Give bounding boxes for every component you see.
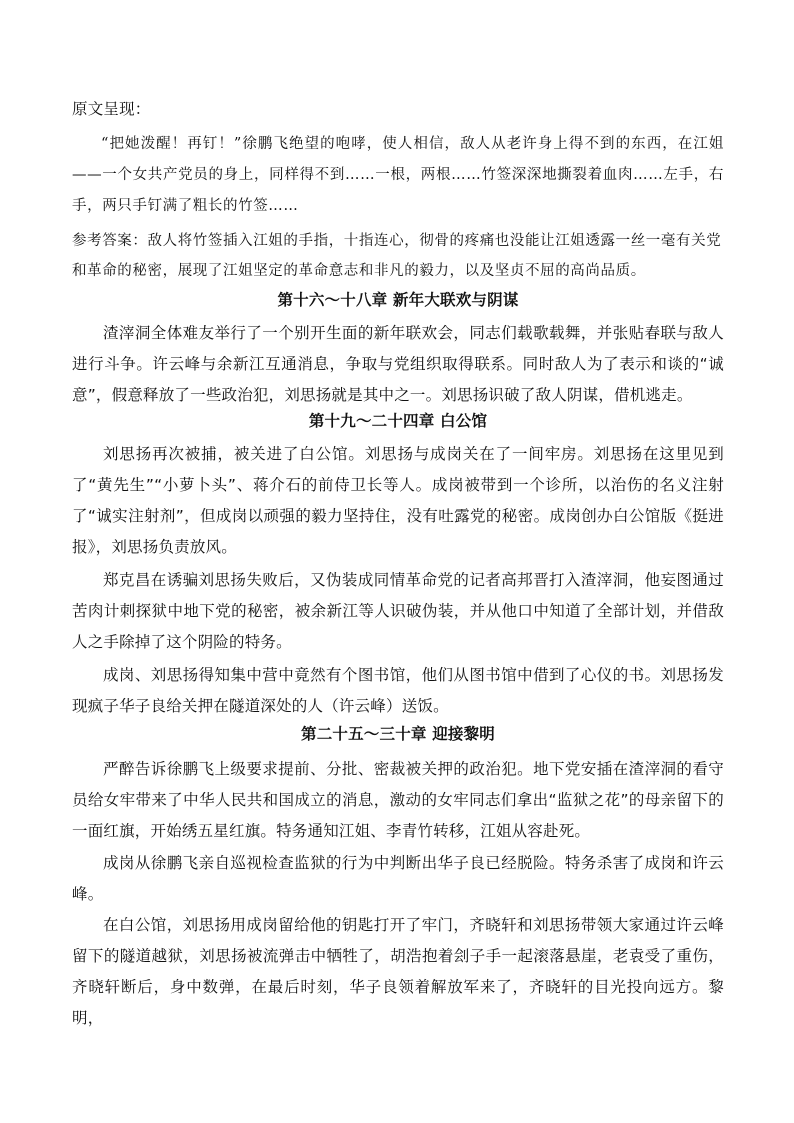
section-heading-new-year: 第十六～十八章 新年大联欢与阴谋 — [277, 291, 519, 309]
reference-answer: 参考答案：敌人将竹签插入江姐的手指，十指连心，彻骨的疼痛也没能让江姐透露一丝一毫有关党和革命的秘密，展现了江姐坚定的革命意志和非凡的毅力，以及坚贞不屈的高尚品质。 — [72, 233, 722, 279]
section-heading-dawn: 第二十五～三十章 迎接黎明 — [301, 725, 495, 743]
paragraph: 成岗从徐鹏飞亲自巡视检查监狱的行为中判断出华子良已经脱险。特务杀害了成岗和许云峰。 — [72, 854, 724, 903]
section-heading-baigongguan: 第十九～二十四章 白公馆 — [308, 412, 488, 430]
paragraph: 渣滓洞全体难友举行了一个别开生面的新年联欢会，同志们载歌载舞，并张贴春联与敌人进行斗争。许云峰与余新江互通消息，争取与党组织取得联系。同时敌人为了表示和谈的“诚意”，假意释放了一些政治犯，刘思扬就是其中之一。刘思扬识破了敌人阴谋，借机逃走。 — [72, 324, 724, 404]
paragraph: 成岗、刘思扬得知集中营中竟然有个图书馆，他们从图书馆中借到了心仪的书。刘思扬发现疯子华子良给关押在隧道深处的人（许云峰）送饭。 — [72, 666, 724, 715]
paragraph: 在白公馆，刘思扬用成岗留给他的钥匙打开了牢门，齐晓轩和刘思扬带领大家通过许云峰留下的隧道越狱，刘思扬被流弹击中牺牲了，胡浩抱着刽子手一起滚落悬崖，老袁受了重伤，齐晓轩断后，身中数弹，在最后时刻，华子良领着解放军来了，齐晓轩的目光投向远方。黎明， — [72, 916, 724, 1027]
paragraph: 严醉告诉徐鹏飞上级要求提前、分批、密裁被关押的政治犯。地下党安插在渣滓洞的看守员给女牢带来了中华人民共和国成立的消息，激动的女牢同志们拿出“监狱之花”的母亲留下的一面红旗，开始绣五星红旗。特务通知江姐、李青竹转移，江姐从容赴死。 — [72, 760, 724, 840]
original-quote: “把她泼醒！再钉！”徐鹏飞绝望的咆哮，使人相信，敌人从老许身上得不到的东西，在江姐——一个女共产党员的身上，同样得不到……一根，两根……竹签深深地撕裂着血肉……左手，右手，两只手钉满了粗长的竹签…… — [72, 136, 724, 214]
paragraph: 郑克昌在诱骗刘思扬失败后，又伪装成同情革命党的记者高邦晋打入渣滓洞，他妄图通过苦肉计刺探狱中地下党的秘密，被余新江等人识破伪装，并从他口中知道了全部计划，并借敌人之手除掉了这个阴险的特务。 — [72, 571, 724, 651]
paragraph: 刘思扬再次被捕，被关进了白公馆。刘思扬与成岗关在了一间牢房。刘思扬在这里见到了“黄先生”“小萝卜头”、蒋介石的前侍卫长等人。成岗被带到一个诊所，以治伤的名义注射了“诚实注射剂”，但成岗以顽强的毅力坚持住，没有吐露党的秘密。成岗创办白公馆版《挺进报》，刘思扬负责放风。 — [72, 445, 724, 556]
intro-label: 原文呈现： — [72, 100, 151, 118]
